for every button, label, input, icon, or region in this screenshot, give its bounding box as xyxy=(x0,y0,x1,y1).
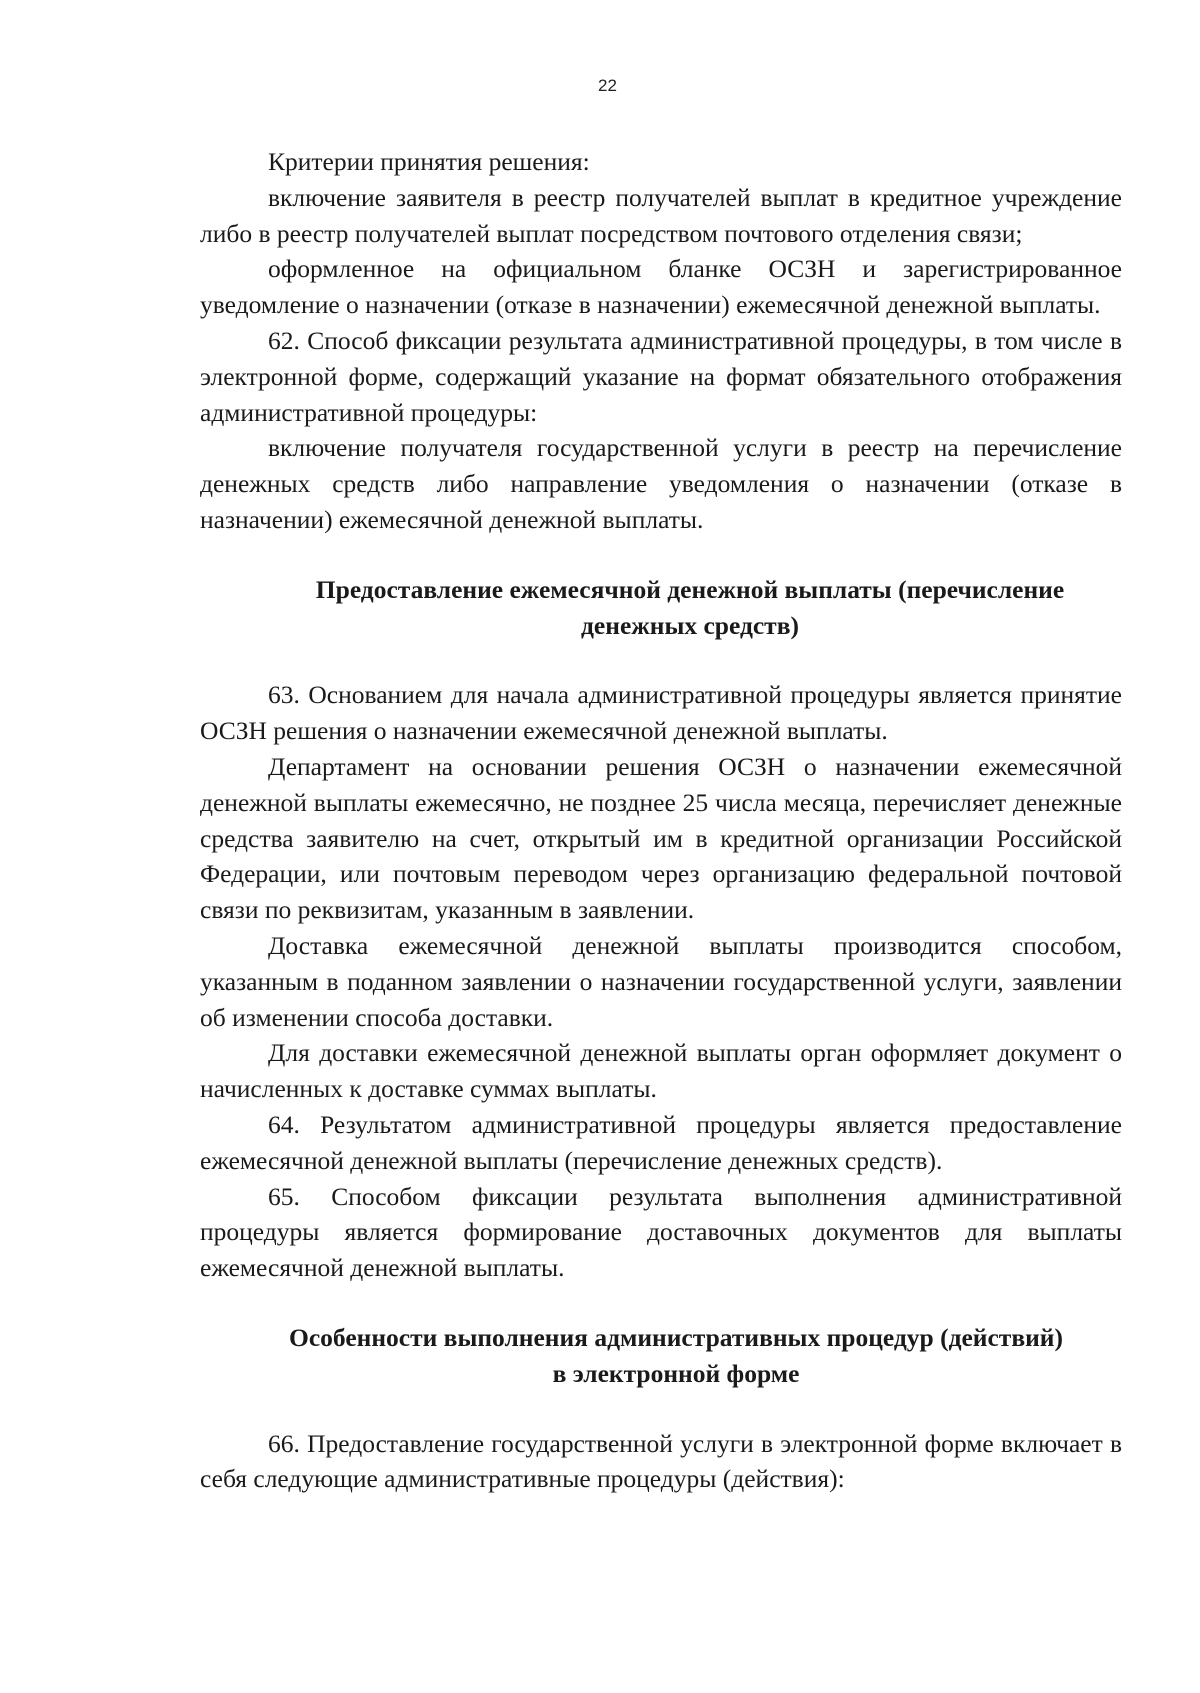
paragraph-62-detail: включение получателя государственной услуги в реестр на перечисление денежных средств либо направление уведомления о назначении (отказе в назначении) ежемесячной денежной выплаты. xyxy=(200,433,1122,534)
section-heading-payment-line1: Предоставление ежемесячной денежной выплаты (перечисление xyxy=(315,574,1065,604)
paragraph-delivery-document: Для доставки ежемесячной денежной выплаты орган оформляет документ о начисленных к доставке суммах выплаты. xyxy=(200,1038,1122,1104)
section-heading-payment-line2: денежных средств) xyxy=(581,610,799,640)
paragraph-64: 64. Результатом административной процедуры является предоставление ежемесячной денежной выплаты (перечисление денежных средств). xyxy=(200,1109,1122,1175)
section-heading-electronic-line2: в электронной форме xyxy=(552,1358,800,1388)
paragraph-criteria-1: включение заявителя в реестр получателей выплат в кредитное учреждение либо в реестр получателей выплат посредством почтового отделения связи; xyxy=(200,182,1122,248)
section-heading-electronic xyxy=(200,1320,1122,1392)
paragraph-criteria-title: Критерии принятия решения: xyxy=(268,147,590,176)
section-heading-electronic-line1: Особенности выполнения административных процедур (действий) xyxy=(289,1322,1063,1352)
section-heading-payment xyxy=(200,572,1122,644)
paragraph-66: 66. Предоставление государственной услуги в электронной форме включает в себя следующие административные процедуры (действия): xyxy=(200,1428,1122,1494)
document-body xyxy=(200,144,1122,1497)
page-number: 22 xyxy=(598,76,617,95)
paragraph-department: Департамент на основании решения ОСЗН о назначении ежемесячной денежной выплаты ежемесячно, не позднее 25 числа месяца, перечисляет денежные средства заявителю на счет, открытый им в кредитной организации Российской Федерации, или почтовым переводом через организацию федеральной почтовой связи по реквизитам, указанным в заявлении. xyxy=(200,751,1122,925)
paragraph-criteria-2: оформленное на официальном бланке ОСЗН и зарегистрированное уведомление о назначении (отказе в назначении) ежемесячной денежной выплаты. xyxy=(200,254,1122,320)
paragraph-delivery: Доставка ежемесячной денежной выплаты производится способом, указанным в поданном заявлении о назначении государственной услуги, заявлении об изменении способа доставки. xyxy=(200,930,1122,1032)
paragraph-63: 63. Основанием для начала административной процедуры является принятие ОСЗН решения о назначении ежемесячной денежной выплаты. xyxy=(200,680,1122,746)
paragraph-65: 65. Способом фиксации результата выполнения административной процедуры является формирование доставочных документов для выплаты ежемесячной денежной выплаты. xyxy=(200,1181,1122,1283)
paragraph-62: 62. Способ фиксации результата административной процедуры, в том числе в электронной форме, содержащий указание на формат обязательного отображения административной процедуры: xyxy=(200,325,1122,427)
